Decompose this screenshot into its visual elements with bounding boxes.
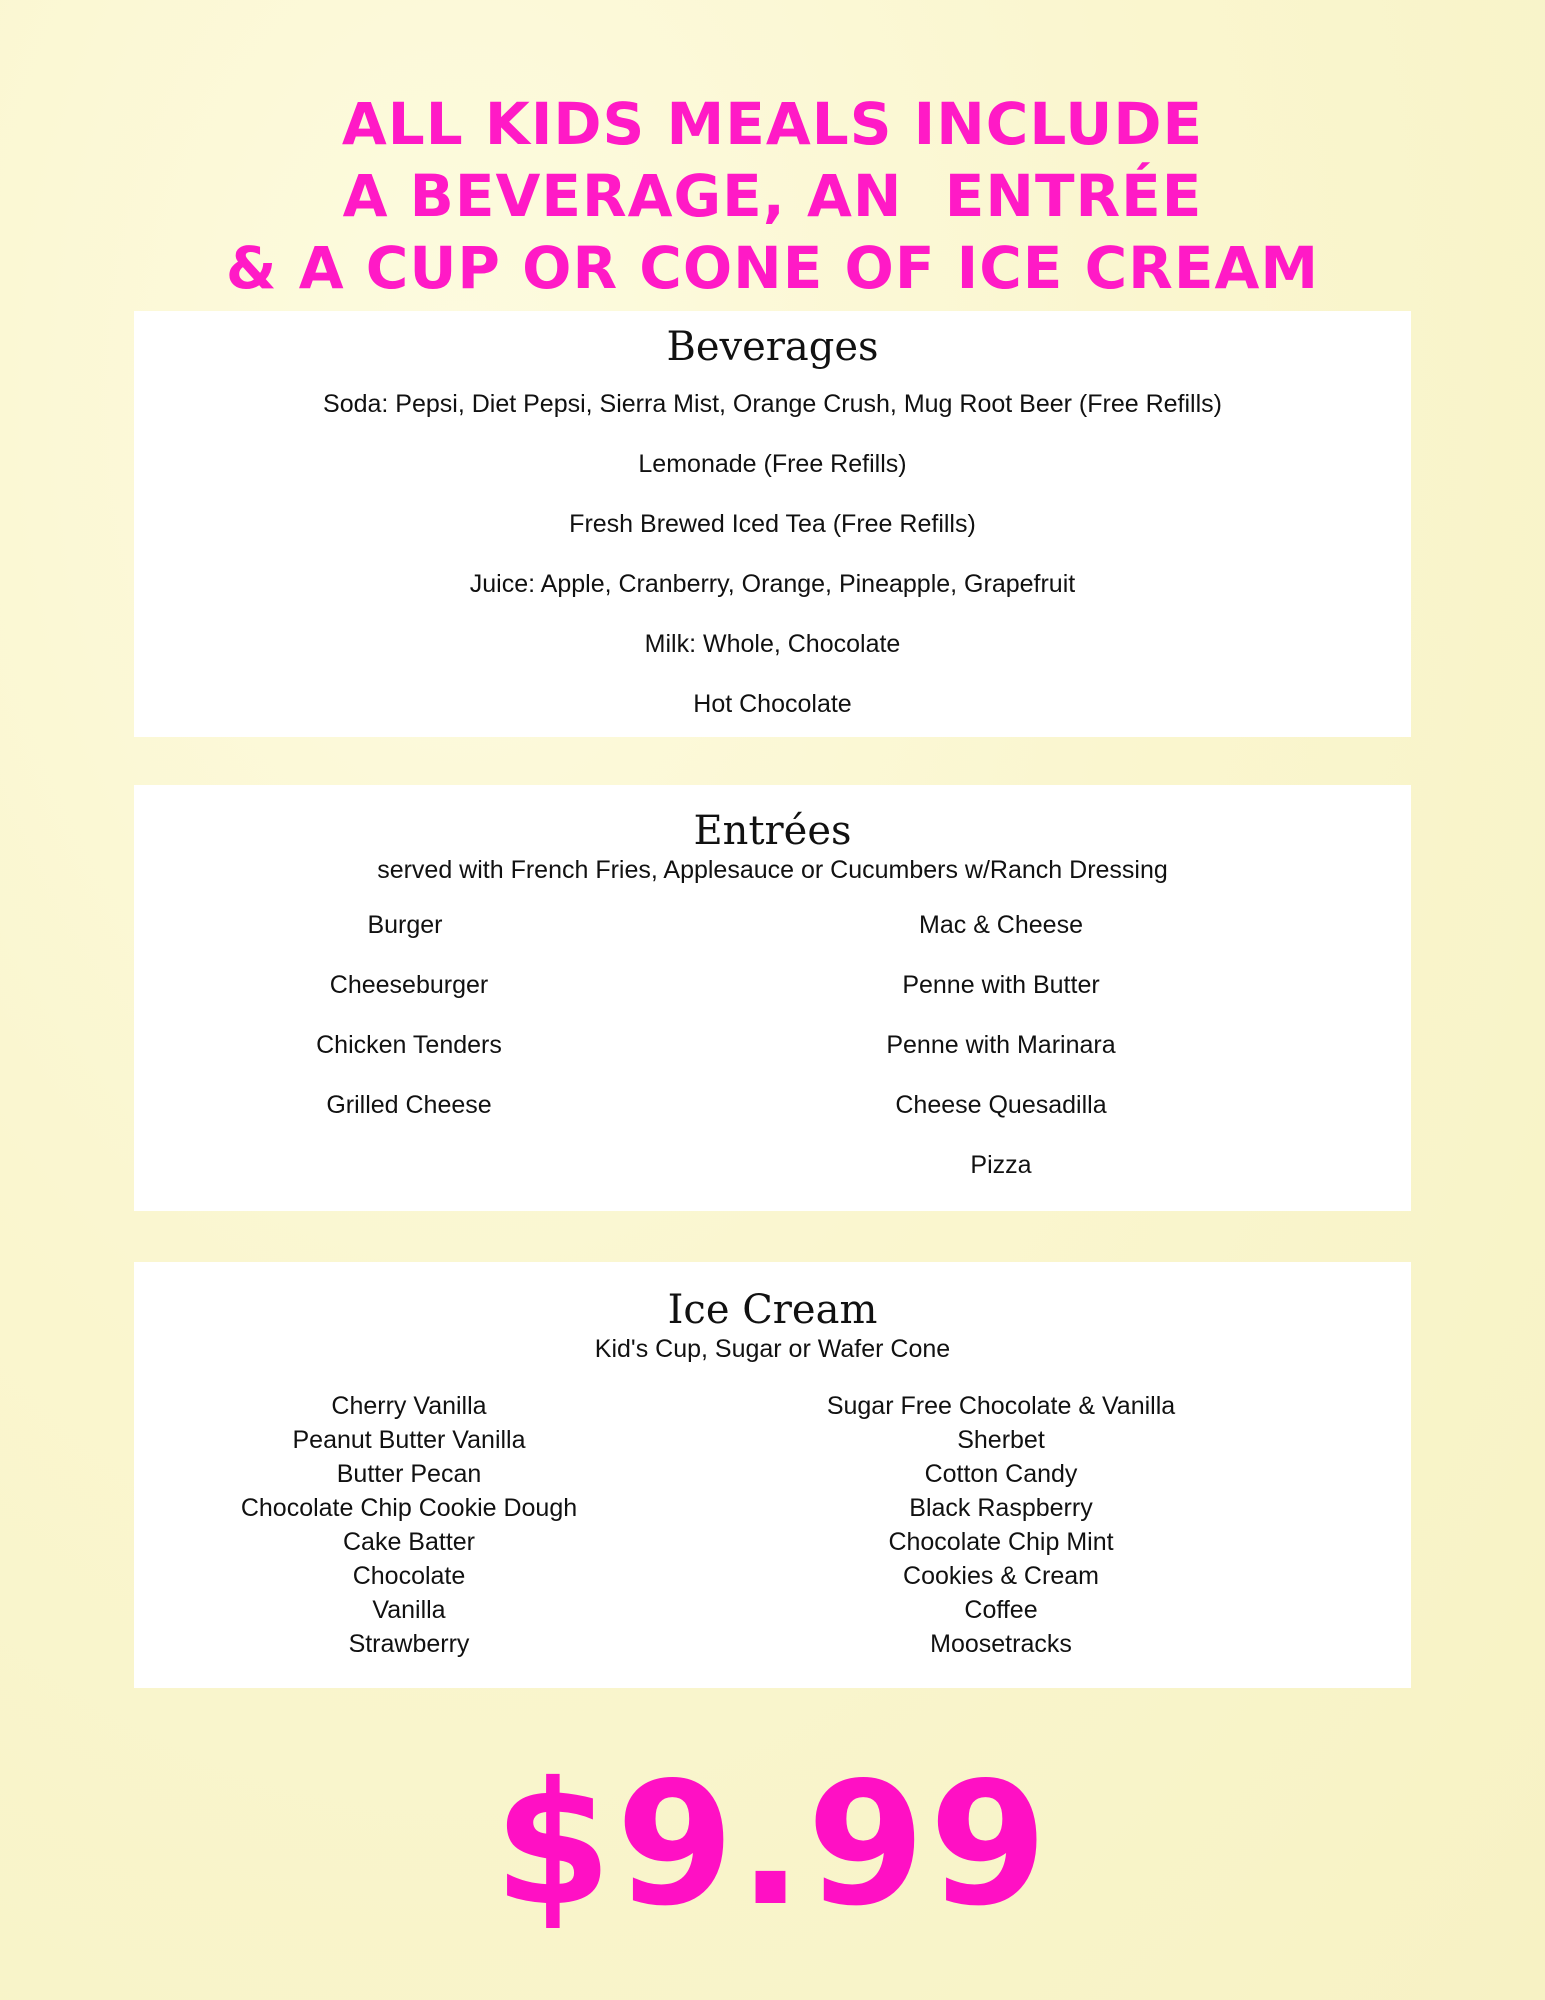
entree-item: Chicken Tenders xyxy=(316,1031,502,1059)
beverage-item: Hot Chocolate xyxy=(693,690,852,718)
entree-item: Cheese Quesadilla xyxy=(895,1091,1107,1119)
flavor-item: Strawberry xyxy=(348,1630,470,1658)
flavor-item: Cherry Vanilla xyxy=(331,1392,487,1420)
beverage-item: Milk: Whole, Chocolate xyxy=(644,630,901,658)
flavor-item: Vanilla xyxy=(372,1596,446,1624)
ice-cream-left-column xyxy=(134,1389,684,1661)
beverages-title: Beverages xyxy=(666,324,879,370)
entrees-left-column xyxy=(134,895,684,1135)
flavor-item: Sherbet xyxy=(957,1426,1045,1454)
entree-item: Grilled Cheese xyxy=(326,1091,492,1119)
flavor-item: Coffee xyxy=(964,1596,1038,1624)
flavor-item: Cake Batter xyxy=(342,1528,475,1556)
ice-cream-title: Ice Cream xyxy=(667,1287,878,1333)
entree-item: Mac & Cheese xyxy=(919,911,1083,939)
flavor-item: Sugar Free Chocolate & Vanilla xyxy=(826,1392,1176,1420)
entree-item: Penne with Marinara xyxy=(886,1031,1116,1059)
entrees-right-column xyxy=(711,895,1291,1195)
flavor-item: Chocolate Chip Mint xyxy=(888,1528,1114,1556)
ice-cream-panel xyxy=(134,1262,1411,1688)
entree-item: Burger xyxy=(367,911,443,939)
entrees-panel xyxy=(134,785,1411,1211)
flavor-item: Peanut Butter Vanilla xyxy=(292,1426,526,1454)
entree-item: Penne with Butter xyxy=(902,971,1100,999)
flavor-item: Chocolate xyxy=(352,1562,466,1590)
flavor-item: Cotton Candy xyxy=(924,1460,1078,1488)
flavor-item: Moosetracks xyxy=(930,1630,1072,1658)
flavor-item: Cookies & Cream xyxy=(903,1562,1099,1590)
entree-item: Pizza xyxy=(970,1151,1032,1179)
entrees-subtitle: served with French Fries, Applesauce or Cucumbers w/Ranch Dressing xyxy=(377,856,1168,884)
headline-line-3: & A CUP OR CONE OF ICE CREAM xyxy=(225,234,1320,302)
flavor-item: Butter Pecan xyxy=(336,1460,482,1488)
headline xyxy=(0,88,1545,304)
price: $9.99 xyxy=(493,1746,1052,1944)
beverages-panel xyxy=(134,311,1411,737)
beverage-item: Juice: Apple, Cranberry, Orange, Pineapple, Grapefruit xyxy=(469,570,1076,598)
ice-cream-right-column xyxy=(711,1389,1291,1661)
headline-line-1: ALL KIDS MEALS INCLUDE xyxy=(341,90,1204,158)
ice-cream-subtitle: Kid's Cup, Sugar or Wafer Cone xyxy=(594,1335,951,1363)
beverage-item: Fresh Brewed Iced Tea (Free Refills) xyxy=(569,510,976,538)
beverage-item: Soda: Pepsi, Diet Pepsi, Sierra Mist, Orange Crush, Mug Root Beer (Free Refills) xyxy=(323,390,1222,418)
beverages-list xyxy=(134,374,1411,734)
entree-item: Cheeseburger xyxy=(329,971,489,999)
flavor-item: Chocolate Chip Cookie Dough xyxy=(240,1494,578,1522)
flavor-item: Black Raspberry xyxy=(909,1494,1093,1522)
entrees-title: Entrées xyxy=(693,808,852,854)
headline-line-2: A BEVERAGE, AN ENTRÉE xyxy=(342,162,1203,230)
beverage-item: Lemonade (Free Refills) xyxy=(638,450,907,478)
